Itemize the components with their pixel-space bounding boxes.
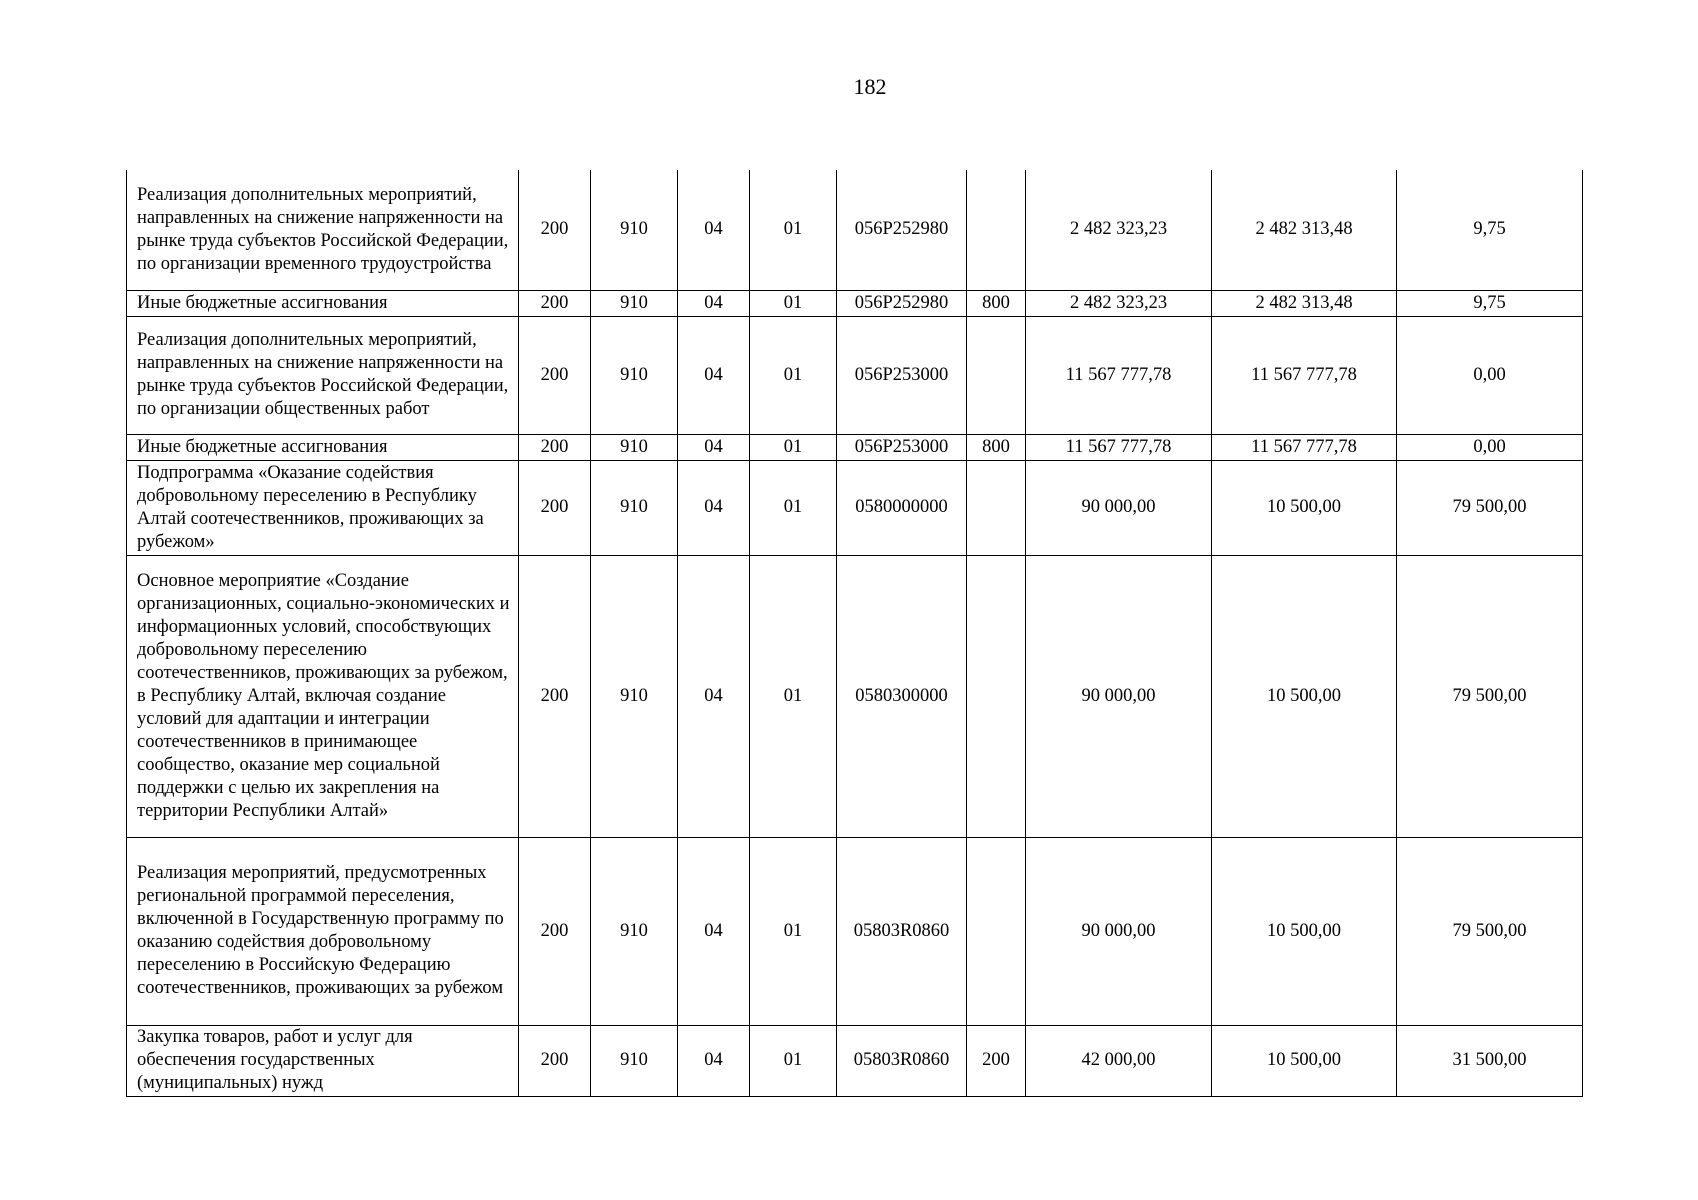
code-cell: 200	[519, 555, 591, 837]
budget-table	[126, 170, 1583, 1097]
table-row	[127, 460, 1583, 555]
amount-cell: 31 500,00	[1397, 1025, 1583, 1096]
amount-cell: 11 567 777,78	[1212, 434, 1397, 460]
code-cell: 04	[678, 555, 750, 837]
expense-type-cell: 800	[967, 434, 1026, 460]
code-cell: 910	[591, 1025, 678, 1096]
code-cell: 01	[750, 434, 837, 460]
amount-cell: 0,00	[1397, 316, 1583, 434]
code-cell: 200	[519, 837, 591, 1025]
table-row	[127, 434, 1583, 460]
code-cell: 04	[678, 460, 750, 555]
expense-type-cell: 200	[967, 1025, 1026, 1096]
row-name: Реализация дополнительных мероприятий, направленных на снижение напряженности на рынке труда субъектов Российской Федерации, по организации временного трудоустройства	[127, 170, 519, 290]
expense-type-cell	[967, 555, 1026, 837]
code-cell: 01	[750, 555, 837, 837]
code-cell: 04	[678, 290, 750, 316]
amount-cell: 9,75	[1397, 170, 1583, 290]
amount-cell: 0,00	[1397, 434, 1583, 460]
row-name: Закупка товаров, работ и услуг для обеспечения государственных (муниципальных) нужд	[127, 1025, 519, 1096]
amount-cell: 2 482 323,23	[1026, 170, 1212, 290]
amount-cell: 79 500,00	[1397, 460, 1583, 555]
code-cell: 04	[678, 837, 750, 1025]
row-name: Реализация мероприятий, предусмотренных региональной программой переселения, включенной в Государственную программу по оказанию содействия добровольному переселению в Российскую Федерацию соотечественников, проживающих за рубежом	[127, 837, 519, 1025]
code-cell: 200	[519, 460, 591, 555]
target-code-cell: 056P253000	[837, 316, 967, 434]
amount-cell: 10 500,00	[1212, 460, 1397, 555]
target-code-cell: 056P252980	[837, 170, 967, 290]
expense-type-cell	[967, 170, 1026, 290]
code-cell: 200	[519, 290, 591, 316]
table-row	[127, 316, 1583, 434]
code-cell: 01	[750, 316, 837, 434]
code-cell: 04	[678, 1025, 750, 1096]
amount-cell: 42 000,00	[1026, 1025, 1212, 1096]
amount-cell: 2 482 313,48	[1212, 170, 1397, 290]
amount-cell: 90 000,00	[1026, 460, 1212, 555]
table-row	[127, 555, 1583, 837]
row-name: Реализация дополнительных мероприятий, направленных на снижение напряженности на рынке труда субъектов Российской Федерации, по организации общественных работ	[127, 316, 519, 434]
target-code-cell: 056P253000	[837, 434, 967, 460]
code-cell: 01	[750, 1025, 837, 1096]
amount-cell: 9,75	[1397, 290, 1583, 316]
expense-type-cell	[967, 460, 1026, 555]
code-cell: 910	[591, 170, 678, 290]
amount-cell: 2 482 323,23	[1026, 290, 1212, 316]
code-cell: 200	[519, 434, 591, 460]
code-cell: 910	[591, 555, 678, 837]
code-cell: 04	[678, 170, 750, 290]
code-cell: 910	[591, 290, 678, 316]
code-cell: 200	[519, 170, 591, 290]
amount-cell: 10 500,00	[1212, 555, 1397, 837]
code-cell: 910	[591, 837, 678, 1025]
code-cell: 01	[750, 837, 837, 1025]
table-row	[127, 1025, 1583, 1096]
expense-type-cell: 800	[967, 290, 1026, 316]
target-code-cell: 0580300000	[837, 555, 967, 837]
table-row	[127, 837, 1583, 1025]
code-cell: 01	[750, 170, 837, 290]
amount-cell: 11 567 777,78	[1026, 316, 1212, 434]
expense-type-cell	[967, 316, 1026, 434]
target-code-cell: 05803R0860	[837, 1025, 967, 1096]
amount-cell: 2 482 313,48	[1212, 290, 1397, 316]
row-name: Иные бюджетные ассигнования	[127, 434, 519, 460]
code-cell: 04	[678, 316, 750, 434]
target-code-cell: 056P252980	[837, 290, 967, 316]
page-number: 182	[853, 74, 887, 99]
code-cell: 01	[750, 290, 837, 316]
table-row	[127, 170, 1583, 290]
target-code-cell: 05803R0860	[837, 837, 967, 1025]
amount-cell: 11 567 777,78	[1212, 316, 1397, 434]
amount-cell: 79 500,00	[1397, 555, 1583, 837]
code-cell: 04	[678, 434, 750, 460]
code-cell: 01	[750, 460, 837, 555]
row-name: Основное мероприятие «Создание организационных, социально-экономических и информационных условий, способствующих добровольному переселению соотечественников, проживающих за рубежом, в Республику Алтай, включая создание условий для адаптации и интеграции соотечественников в принимающее сообщество, оказание мер социальной поддержки с целью их закрепления на территории Республики Алтай»	[127, 555, 519, 837]
row-name: Подпрограмма «Оказание содействия добровольному переселению в Республику Алтай соотечественников, проживающих за рубежом»	[127, 460, 519, 555]
code-cell: 910	[591, 434, 678, 460]
table-row	[127, 290, 1583, 316]
amount-cell: 90 000,00	[1026, 555, 1212, 837]
code-cell: 910	[591, 460, 678, 555]
row-name: Иные бюджетные ассигнования	[127, 290, 519, 316]
amount-cell: 90 000,00	[1026, 837, 1212, 1025]
amount-cell: 79 500,00	[1397, 837, 1583, 1025]
amount-cell: 10 500,00	[1212, 837, 1397, 1025]
amount-cell: 10 500,00	[1212, 1025, 1397, 1096]
amount-cell: 11 567 777,78	[1026, 434, 1212, 460]
code-cell: 910	[591, 316, 678, 434]
code-cell: 200	[519, 1025, 591, 1096]
expense-type-cell	[967, 837, 1026, 1025]
target-code-cell: 0580000000	[837, 460, 967, 555]
code-cell: 200	[519, 316, 591, 434]
